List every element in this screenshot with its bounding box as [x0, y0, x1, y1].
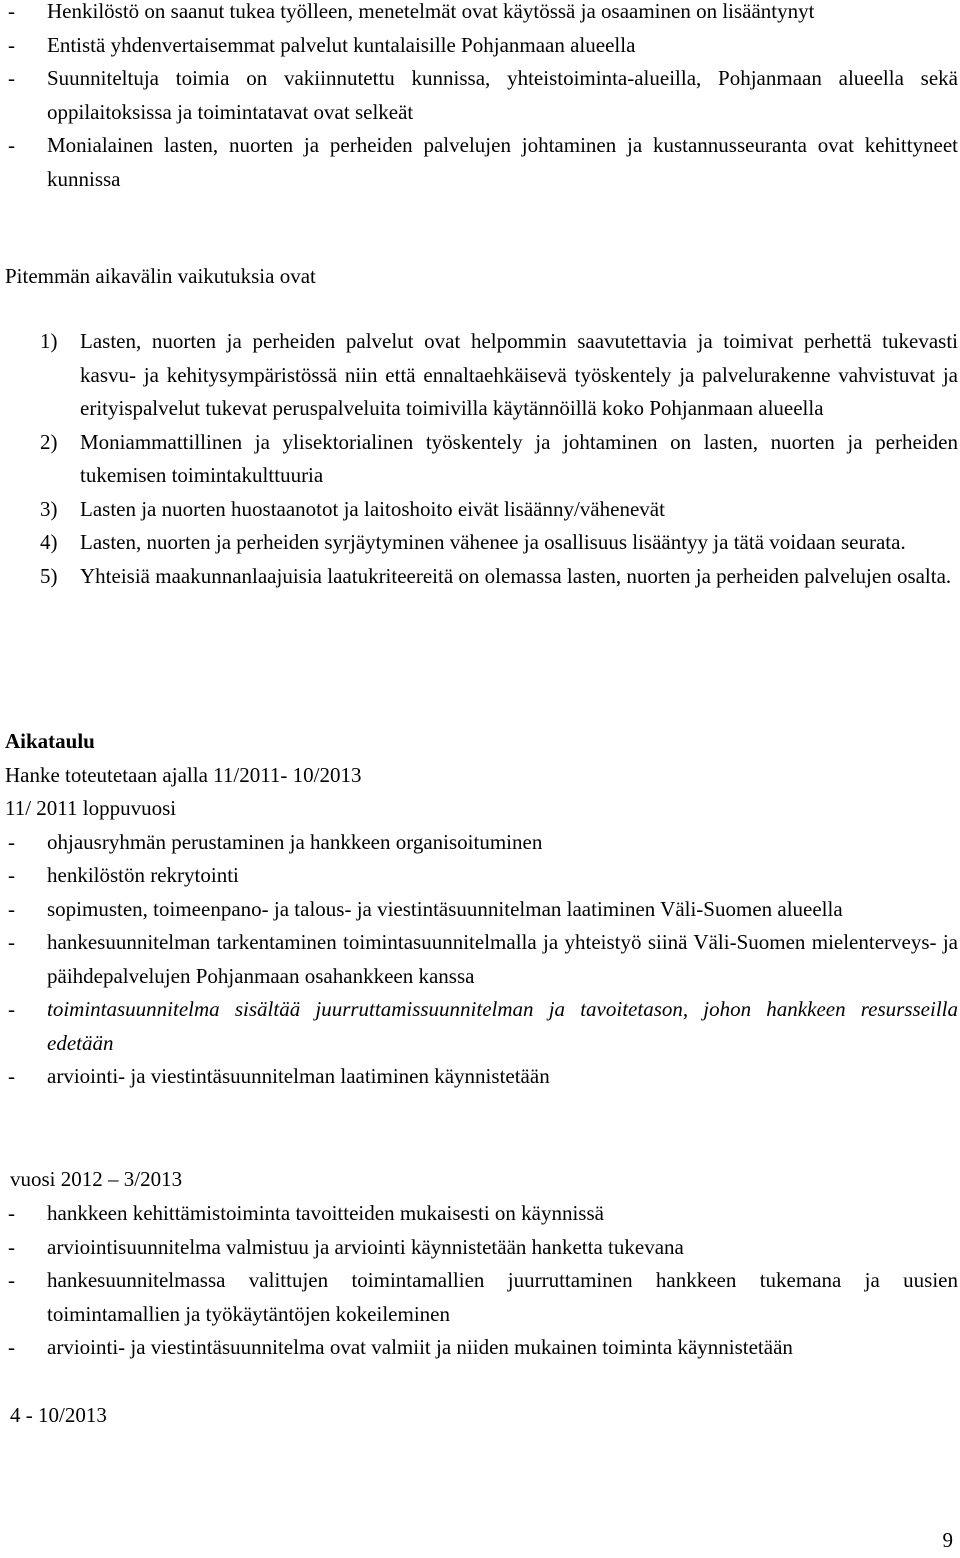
schedule-section — [0, 725, 958, 1094]
phase2-section — [5, 1163, 955, 1197]
dash-bullet: - — [8, 1268, 15, 1292]
dash-bullet: - — [8, 829, 15, 854]
phase2-list — [0, 1197, 958, 1365]
phase1-item — [0, 1060, 958, 1094]
item-number: 5) — [40, 563, 58, 588]
intro-item-text: Monialainen lasten, nuorten ja perheiden palvelujen johtaminen ja kustannusseuranta ovat kehittyneet kunnissa — [47, 133, 958, 191]
phase1-item — [0, 993, 958, 1060]
phase1-item — [0, 893, 958, 927]
dash-bullet: - — [8, 997, 15, 1021]
intro-list-item — [0, 129, 958, 196]
phase1-item-text: ohjausryhmän perustaminen ja hankkeen organisoituminen — [47, 829, 543, 854]
long-term-item — [0, 493, 958, 527]
phase1-item-text: hankesuunnitelman tarkentaminen toimintasuunnitelmalla ja yhteistyö siinä Väli-Suomen mielenterveys- ja päihdepalvelujen Pohjanmaan osahankkeen kanssa — [47, 930, 958, 988]
phase1-item-text: henkilöstön rekrytointi — [47, 863, 239, 887]
long-term-item-text: Lasten ja nuorten huostaanotot ja laitoshoito eivät lisäänny/vähenevät — [80, 496, 665, 521]
intro-item-text: Suunniteltuja toimia on vakiinnutettu kunnissa, yhteistoiminta-alueilla, Pohjanmaan alueella sekä oppilaitoksissa ja toimintatavat ovat selkeät — [47, 66, 958, 124]
item-number: 4) — [40, 530, 58, 554]
long-term-item — [0, 426, 958, 493]
page-number: 9 — [942, 1528, 953, 1552]
dash-bullet: - — [8, 1201, 15, 1225]
dash-bullet: - — [8, 930, 15, 954]
dash-bullet: - — [8, 133, 15, 157]
phase2-item — [0, 1264, 958, 1331]
phase1-item — [0, 926, 958, 993]
intro-item-text: Entistä yhdenvertaisemmat palvelut kuntalaisille Pohjanmaan alueella — [47, 32, 636, 57]
dash-bullet: - — [8, 896, 15, 921]
phase1-title: 11/ 2011 loppuvuosi — [5, 796, 177, 820]
dash-bullet: - — [8, 1335, 15, 1359]
phase1-item-text: toimintasuunnitelma sisältää juurruttamissuunnitelman ja tavoitetason, johon hankkeen resursseilla edetään — [47, 997, 958, 1055]
dash-bullet: - — [8, 66, 15, 90]
phase2-item-text: arviointisuunnitelma valmistuu ja arviointi käynnistetään hanketta tukevana — [47, 1234, 684, 1259]
phase2-item-text: hankesuunnitelmassa valittujen toimintamallien juurruttaminen hankkeen tukemana ja uusien toimintamallien ja työkäytäntöjen kokeileminen — [47, 1268, 958, 1326]
intro-item-text: Henkilöstö on saanut tukea työlleen, menetelmät ovat käytössä ja osaaminen on lisääntynyt — [47, 0, 815, 23]
long-term-item — [0, 526, 958, 560]
long-term-item-text: Lasten, nuorten ja perheiden palvelut ovat helpommin saavutettavia ja toimivat perhettä tukevasti kasvu- ja kehitysympäristössä niin että ennaltaehkäisevä työskentely ja palvelurakenne vahvistuvat ja erityispalvelut tukevat peruspalveluita toimivilla käytännöillä koko Pohjanmaan alueella — [80, 329, 958, 420]
phase2-item — [0, 1231, 958, 1265]
phase2-item-text: arviointi- ja viestintäsuunnitelma ovat valmiit ja niiden mukainen toiminta käynnistetään — [47, 1335, 793, 1359]
long-term-item-text: Yhteisiä maakunnanlaajuisia laatukriteereitä on olemassa lasten, nuorten ja perheiden palvelujen osalta. — [80, 563, 952, 588]
phase1-item-text: sopimusten, toimeenpano- ja talous- ja viestintäsuunnitelman laatiminen Väli-Suomen alueella — [47, 896, 843, 921]
phase2-item — [0, 1197, 958, 1231]
long-term-item-text: Lasten, nuorten ja perheiden syrjäytyminen vähenee ja osallisuus lisääntyy ja tätä voidaan seurata. — [80, 530, 906, 554]
dash-bullet: - — [8, 0, 15, 23]
phase2-title: vuosi 2012 – 3/2013 — [10, 1167, 183, 1191]
schedule-period: Hanke toteutetaan ajalla 11/2011- 10/2013 — [5, 762, 362, 787]
intro-list — [0, 0, 958, 196]
dash-bullet: - — [8, 32, 15, 57]
long-term-item — [0, 560, 958, 594]
long-term-heading: Pitemmän aikavälin vaikutuksia ovat — [5, 264, 316, 288]
item-number: 3) — [40, 496, 58, 521]
intro-list-item — [0, 0, 958, 29]
schedule-heading: Aikataulu — [5, 729, 95, 753]
phase2-item — [0, 1331, 958, 1365]
phase1-item — [0, 826, 958, 860]
item-number: 2) — [40, 429, 58, 454]
long-term-item-text: Moniammattillinen ja ylisektorialinen työskentely ja johtaminen on lasten, nuorten ja perheiden tukemisen toimintakulttuuria — [80, 429, 958, 487]
phase1-item — [0, 859, 958, 893]
phase2-item-text: hankkeen kehittämistoiminta tavoitteiden mukaisesti on käynnissä — [47, 1201, 604, 1225]
phase1-item-text: arviointi- ja viestintäsuunnitelman laatiminen käynnistetään — [47, 1064, 550, 1088]
intro-list-item — [0, 29, 958, 63]
long-term-list — [0, 325, 958, 593]
dash-bullet: - — [8, 1234, 15, 1259]
intro-list-item — [0, 62, 958, 129]
dash-bullet: - — [8, 863, 15, 887]
phase3-title: 4 - 10/2013 — [10, 1403, 107, 1427]
item-number: 1) — [40, 329, 58, 353]
dash-bullet: - — [8, 1064, 15, 1088]
long-term-item — [0, 325, 958, 426]
